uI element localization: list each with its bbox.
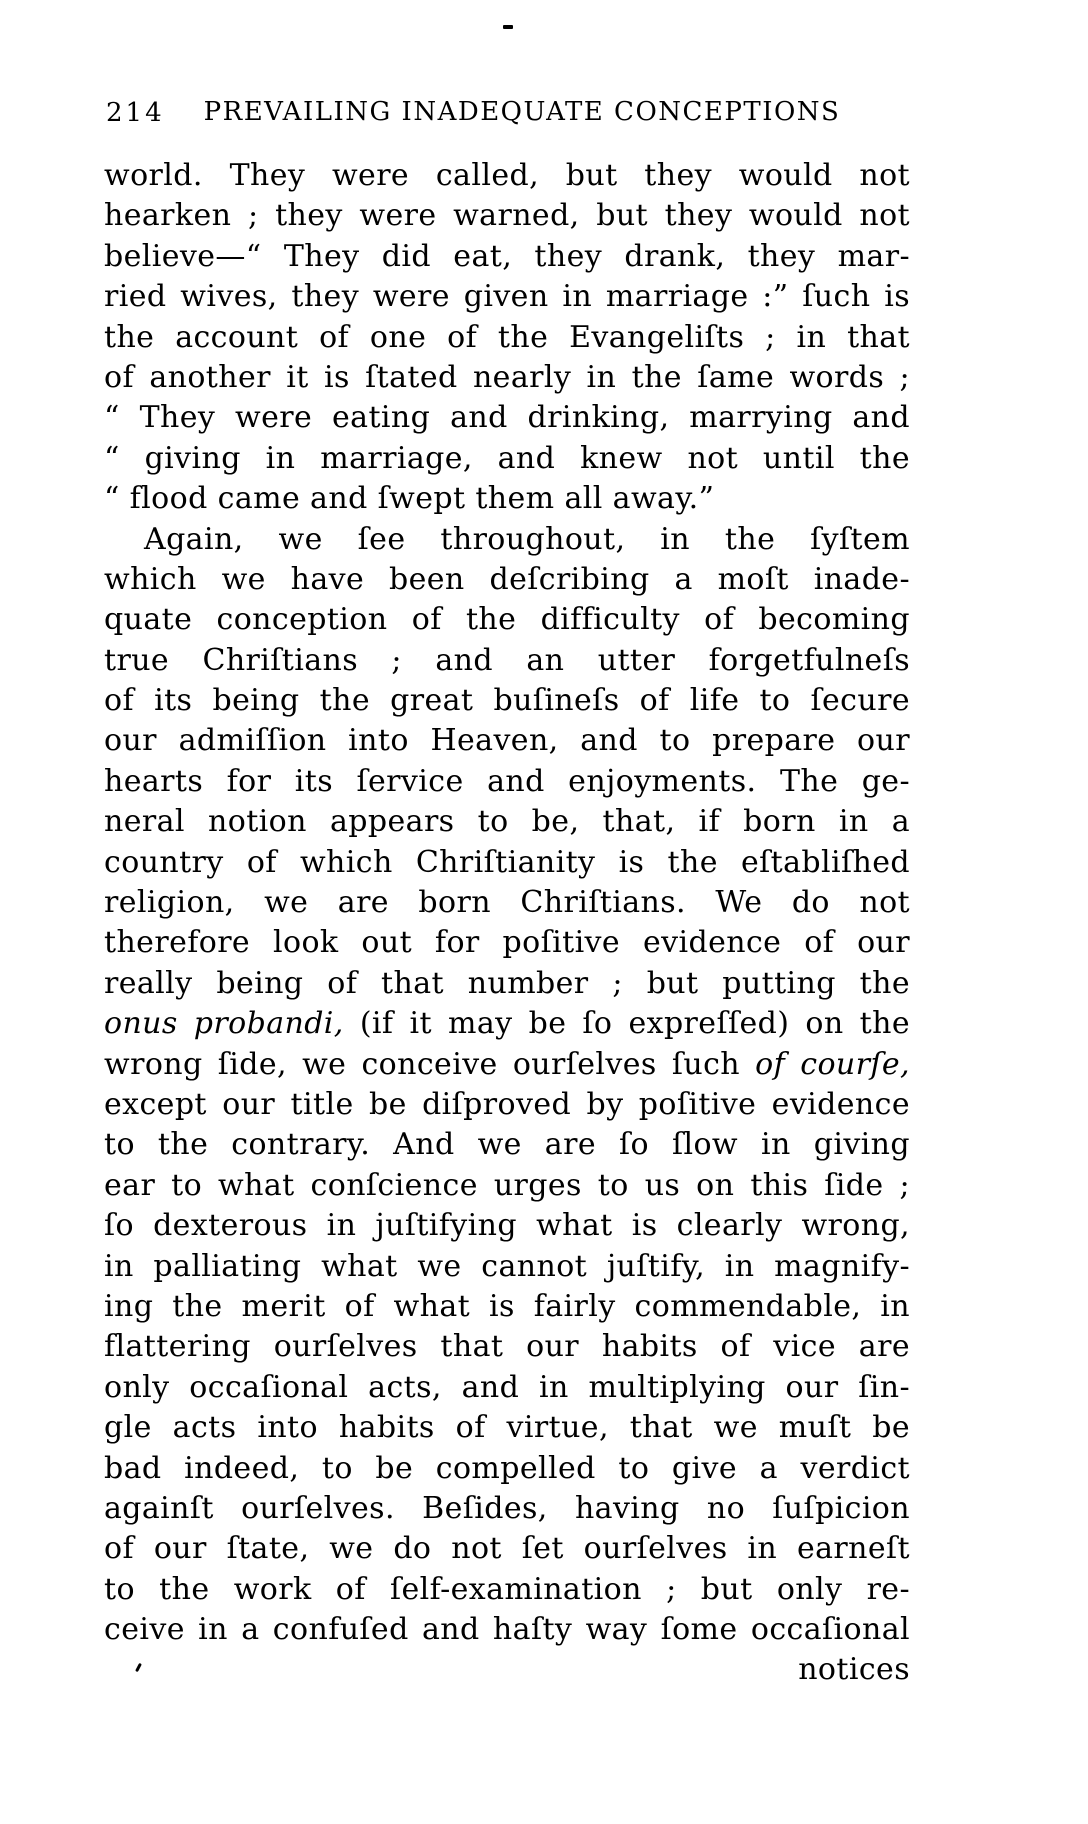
body-text	[104, 156, 910, 1691]
text-line: which we have been deſcribing a moſt inade-	[104, 561, 910, 597]
text-line: bad indeed, to be compelled to give a verdict	[104, 1450, 910, 1486]
text-line: only occaſional acts, and in multiplying our ſin-	[104, 1369, 910, 1405]
text-line: really being of that number ; but putting the	[104, 965, 910, 1001]
text-line: quate conception of the difficulty of becoming	[104, 602, 910, 638]
text-line: of another it is ſtated nearly in the ſame words ;	[104, 359, 910, 395]
text-line: our admiſſion into Heaven, and to prepare our	[104, 723, 910, 759]
text-line: religion, we are born Chriſtians. We do not	[104, 885, 910, 921]
text-line: onus probandi, (if it may be ſo expreſſed) on the	[104, 1006, 910, 1042]
text-line: flattering ourſelves that our habits of vice are	[104, 1329, 910, 1365]
text-line: true Chriſtians ; and an utter forgetfulneſs	[104, 642, 910, 678]
text-line: hearts for its ſervice and enjoyments. The ge-	[104, 763, 910, 799]
text-line: ſo dexterous in juſtifying what is clearly wrong,	[104, 1208, 910, 1244]
text-line: gle acts into habits of virtue, that we muſt be	[104, 1410, 910, 1446]
running-header	[104, 94, 910, 132]
text-line: “ giving in marriage, and knew not until the	[104, 440, 910, 476]
catchword-line	[104, 1650, 910, 1690]
text-line: ried wives, they were given in marriage :” ſuch is	[104, 279, 910, 315]
text-line: except our title be diſproved by poſitive evidence	[104, 1086, 910, 1122]
page-number: 214	[106, 98, 165, 128]
ink-mark-top	[503, 25, 513, 29]
catchword: notices	[798, 1652, 910, 1688]
text-line: neral notion appears to be, that, if born in a	[104, 804, 910, 840]
text-line: believe—“ They did eat, they drank, they mar-	[104, 238, 910, 274]
text-line: ceive in a confuſed and haſty way ſome occaſional	[104, 1612, 910, 1648]
text-line: to the work of ſelf-examination ; but only re-	[104, 1571, 910, 1607]
text-line: hearken ; they were warned, but they would not	[104, 198, 910, 234]
text-line: therefore look out for poſitive evidence of our	[104, 925, 910, 961]
text-line: of its being the great buſineſs of life to ſecure	[104, 683, 910, 719]
text-line: ear to what conſcience urges to us on this ſide ;	[104, 1167, 910, 1203]
text-line: againſt ourſelves. Beſides, having no ſuſpicion	[104, 1490, 910, 1526]
running-header-title: PREVAILING INADEQUATE CONCEPTIONS	[203, 97, 841, 127]
text-line: of our ſtate, we do not ſet ourſelves in earneſt	[104, 1531, 910, 1567]
text-line: wrong ſide, we conceive ourſelves ſuch of courſe,	[104, 1046, 910, 1082]
text-line: ing the merit of what is fairly commendable, in	[104, 1288, 910, 1324]
text-line: “ They were eating and drinking, marrying and	[104, 400, 910, 436]
text-line: in palliating what we cannot juſtify, in magnify-	[104, 1248, 910, 1284]
text-line: Again, we ſee throughout, in the ſyſtem	[144, 521, 910, 557]
text-line: world. They were called, but they would not	[104, 158, 910, 193]
text-line: “ flood came and ſwept them all away.”	[104, 481, 715, 517]
text-line: to the contrary. And we are ſo ſlow in giving	[104, 1127, 910, 1163]
text-line: country of which Chriſtianity is the eſtabliſhed	[104, 844, 910, 880]
text-line: the account of one of the Evangeliſts ; in that	[104, 319, 910, 355]
